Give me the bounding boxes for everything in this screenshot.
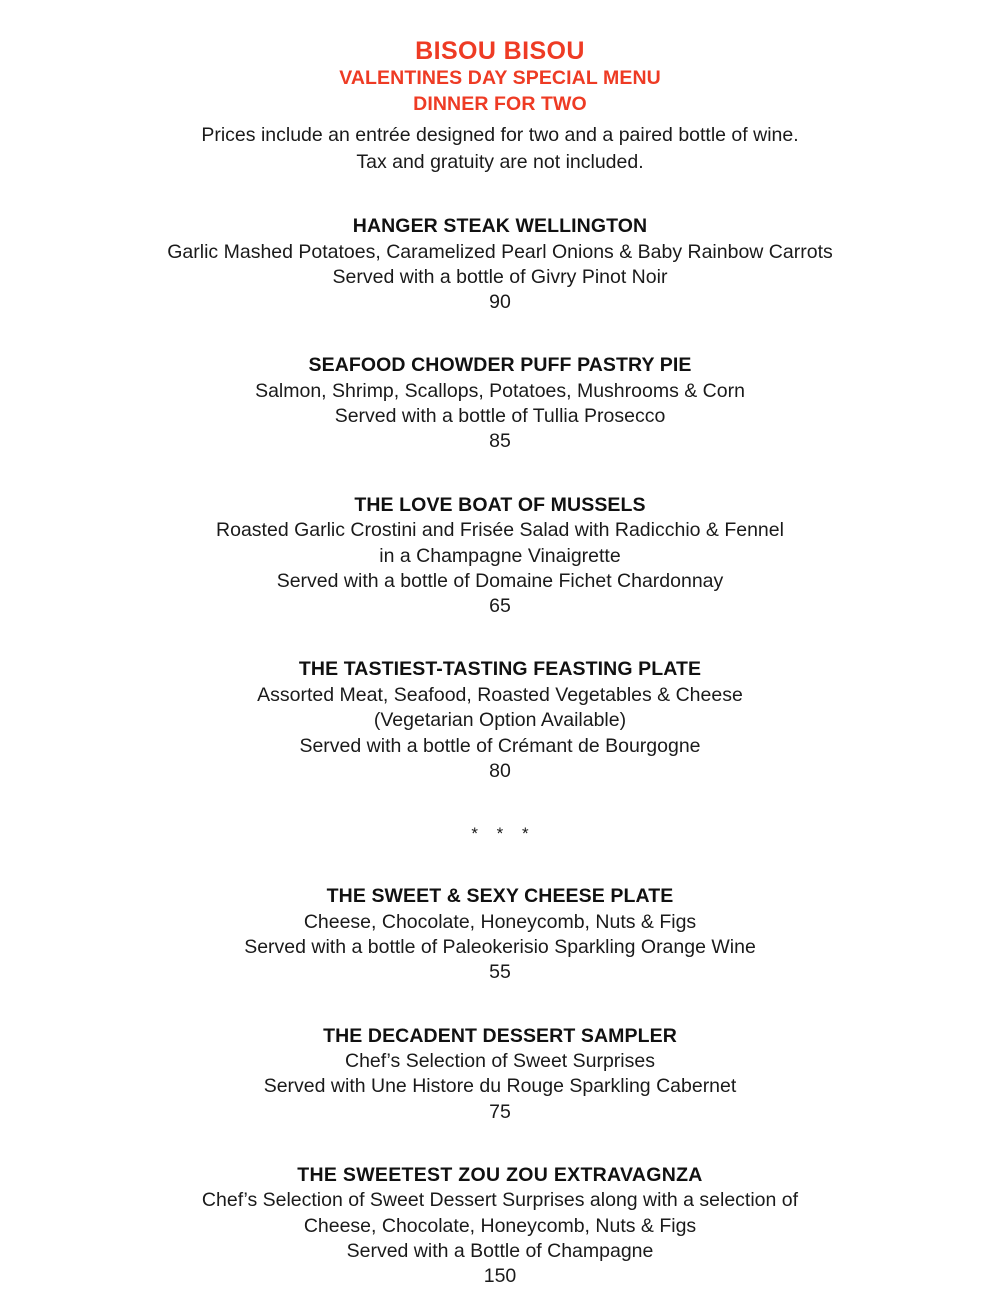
intro-line-1: Prices include an entrée designed for two and a paired bottle of wine. xyxy=(201,124,799,146)
menu-header xyxy=(100,36,900,176)
menu-item-pairing-line: Served with a bottle of Tullia Prosecco xyxy=(334,405,666,428)
menu-item xyxy=(100,1024,900,1125)
menu-item-price: 150 xyxy=(483,1265,517,1288)
menu-item-price: 55 xyxy=(489,961,511,984)
menu-item xyxy=(100,214,900,315)
menu-item-title: THE TASTIEST-TASTING FEASTING PLATE xyxy=(298,658,702,681)
menu-item-description-line: Salmon, Shrimp, Scallops, Potatoes, Mushrooms & Corn xyxy=(255,379,745,402)
section-divider: * * * xyxy=(471,824,536,844)
menu-item-title: THE DECADENT DESSERT SAMPLER xyxy=(323,1024,677,1047)
menu-item-pairing-line: Served with Une Histore du Rouge Sparkling Cabernet xyxy=(263,1075,737,1098)
menu-item-description-line: Cheese, Chocolate, Honeycomb, Nuts & Figs xyxy=(303,1214,697,1237)
menu-service-line: DINNER FOR TWO xyxy=(413,92,587,115)
menu-item-description-line: Chef’s Selection of Sweet Surprises xyxy=(345,1050,655,1073)
menu-item-title: THE SWEET & SEXY CHEESE PLATE xyxy=(326,885,674,908)
menu-item xyxy=(100,657,900,784)
menu-item-pairing-line: Served with a Bottle of Champagne xyxy=(346,1240,654,1263)
menu-item xyxy=(100,884,900,985)
menu-item-description-line: Garlic Mashed Potatoes, Caramelized Pearl Onions & Baby Rainbow Carrots xyxy=(167,240,833,263)
menu-item xyxy=(100,353,900,454)
menu-item-description-line: Roasted Garlic Crostini and Frisée Salad with Radicchio & Fennel xyxy=(216,519,784,542)
menu-item-description-line: Cheese, Chocolate, Honeycomb, Nuts & Figs xyxy=(303,910,697,933)
menu-item-option-line: (Vegetarian Option Available) xyxy=(373,709,627,732)
menu-item-title: SEAFOOD CHOWDER PUFF PASTRY PIE xyxy=(308,354,692,377)
menu-item-pairing-line: Served with a bottle of Paleokerisio Sparkling Orange Wine xyxy=(244,935,756,958)
menu-item-price: 85 xyxy=(489,430,511,453)
restaurant-name: BISOU BISOU xyxy=(415,37,585,65)
menu-item-price: 80 xyxy=(489,759,511,782)
menu-item-title: THE SWEETEST ZOU ZOU EXTRAVAGNZA xyxy=(297,1163,703,1186)
menu-item-description-line: in a Champagne Vinaigrette xyxy=(379,544,621,567)
menu-item-price: 65 xyxy=(489,595,511,618)
intro-line-2: Tax and gratuity are not included. xyxy=(356,151,644,173)
menu-item-description-line: Assorted Meat, Seafood, Roasted Vegetables & Cheese xyxy=(257,683,743,706)
menu-item-price: 75 xyxy=(489,1100,511,1123)
menu-intro xyxy=(100,122,900,176)
menu-item-list xyxy=(100,214,900,1290)
menu-item-pairing-line: Served with a bottle of Crémant de Bourgogne xyxy=(299,734,701,757)
menu-item xyxy=(100,493,900,620)
menu-item-description-line: Chef’s Selection of Sweet Dessert Surprises along with a selection of xyxy=(201,1189,799,1212)
menu-occasion-line: VALENTINES DAY SPECIAL MENU xyxy=(339,67,661,89)
menu-item-title: HANGER STEAK WELLINGTON xyxy=(352,215,648,237)
menu-item-featured xyxy=(100,1163,900,1290)
menu-item-pairing-line: Served with a bottle of Givry Pinot Noir xyxy=(332,265,668,288)
menu-item-title: THE LOVE BOAT OF MUSSELS xyxy=(354,493,646,516)
menu-item-price: 90 xyxy=(489,291,511,314)
menu-item-pairing-line: Served with a bottle of Domaine Fichet Chardonnay xyxy=(276,569,724,592)
